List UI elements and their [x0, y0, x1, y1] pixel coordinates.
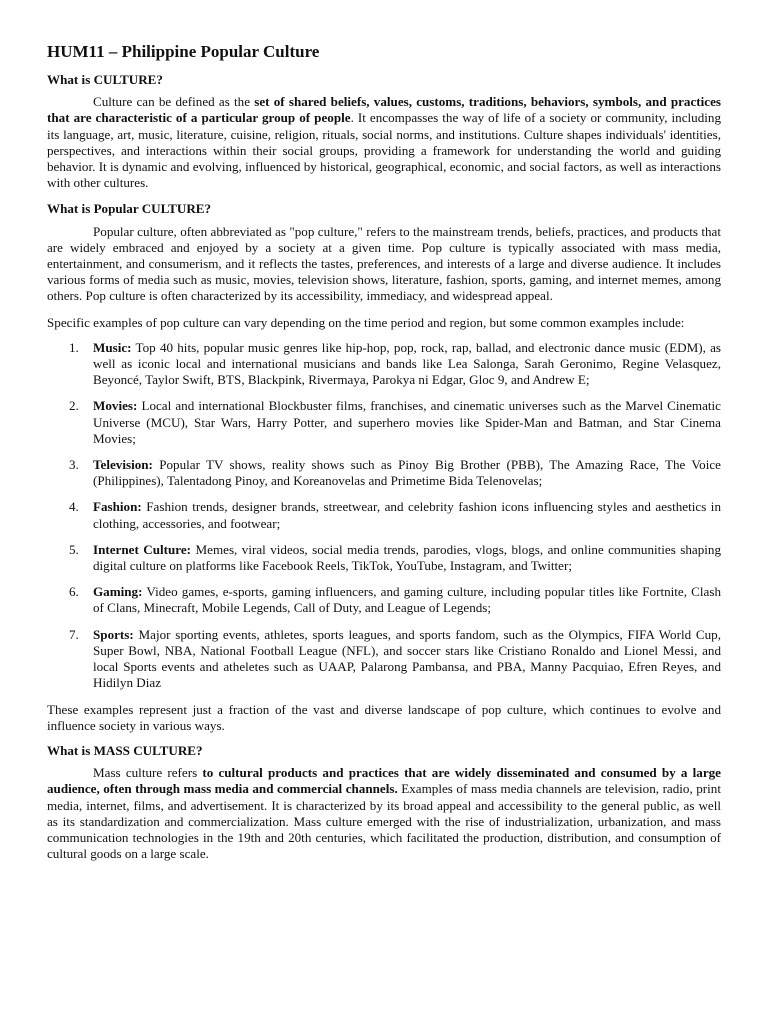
list-item-label: Movies: [93, 398, 138, 414]
list-item [47, 499, 721, 531]
mass-culture-definition-bold: to cultural products and practices that are widely disseminated and consumed by a large audience, often through mass media and commercial channels. [47, 765, 721, 797]
list-item-text: Top 40 hits, popular music genres like hip-hop, pop, rock, rap, ballad, and electronic dance music (EDM), as well as iconic local and international musicians and bands like Lea Salonga, Sarah Geronimo, Regine Velasquez, Beyoncé, Taylor Swift, BTS, Blackpink, Rivermaya, Parokya ni Edgar, Gloc 9, and Andrew E; [93, 339, 721, 388]
list-item-number: 4. [69, 499, 79, 515]
list-item [47, 627, 721, 692]
mass-culture-rest-text: Examples of mass media channels are television, radio, print media, internet, films, and advertisement. It is characterized by its broad appeal and accessibility to the general public, as well as its standardization and commercialization. Mass culture emerged with the rise of industrialization, urbanization, and mass communication technologies in the 19th and 20th centuries, which facilitated the production, distribution, and consumption of cultural goods on a large scale. [47, 781, 721, 862]
list-item-text: Local and international Blockbuster films, franchises, and cinematic universes such as the Marvel Cinematic Universe (MCU), Star Wars, Harry Potter, and superhero movies like Spider-Man and Batman, and Star Cinema Movies; [93, 398, 721, 446]
culture-definition-bold: set of shared beliefs, values, customs, traditions, behaviors, symbols, and practices that are characteristic of a particular group of people [47, 94, 721, 126]
list-item-number: 6. [69, 584, 79, 600]
list-item-label: Fashion: [93, 499, 142, 515]
list-item [47, 457, 721, 489]
list-item-text: Memes, viral videos, social media trends, parodies, vlogs, blogs, and online communities shaping digital culture on platforms like Facebook Reels, TikTok, YouTube, Instagram, and Twitter; [93, 541, 721, 574]
pop-culture-examples-list [47, 340, 721, 692]
list-item-label: Television: [93, 457, 153, 473]
list-item-label: Gaming: [93, 584, 143, 600]
document-title: HUM11 – Philippine Popular Culture [47, 42, 320, 61]
list-item [47, 584, 721, 616]
section-heading-popular-culture: What is Popular CULTURE? [47, 201, 212, 217]
list-item-number: 3. [69, 457, 79, 473]
list-item-number: 1. [69, 339, 79, 355]
list-item-text: Video games, e-sports, gaming influencers, and gaming culture, including popular titles like Fortnite, Clash of Clans, Minecraft, Mobile Legends, Call of Duty, and League of Legends; [93, 584, 721, 616]
culture-rest-text: . It encompasses the way of life of a society or community, including its language, art, music, literature, cuisine, religion, rituals, social norms, and institutions. Culture shapes individuals' identities, perspectives, and interactions within their social groups, providing a framework for understanding the world and guiding behavior. It is dynamic and evolving, influenced by historical, geographical, economic, and social factors, as well as interactions with other cultures. [47, 110, 722, 191]
list-item [47, 542, 721, 574]
culture-paragraph [47, 94, 721, 191]
list-item [47, 340, 721, 389]
list-item-label: Music: [93, 339, 132, 355]
list-item [47, 398, 721, 447]
popular-culture-paragraph: Popular culture, often abbreviated as "pop culture," refers to the mainstream trends, beliefs, practices, and products that are widely embraced and enjoyed by a society at a given time. Pop culture is typically associated with mass media, entertainment, and consumerism, and it reflects the tastes, preferences, and interests of a large and diverse audience. It includes various forms of media such as music, movies, television shows, literature, fashion, sports, gaming, and internet memes, among others. Pop culture is often characterized by its accessibility, immediacy, and widespread appeal. [47, 223, 721, 304]
list-item-label: Sports: [93, 626, 134, 642]
list-item-text: Popular TV shows, reality shows such as Pinoy Big Brother (PBB), The Amazing Race, The Voice (Philippines), Talentadong Pinoy, and Koreanovelas and Primetime Bida Telenovelas; [93, 457, 721, 489]
section-heading-mass-culture: What is MASS CULTURE? [47, 742, 203, 758]
examples-closing-paragraph: These examples represent just a fraction of the vast and diverse landscape of pop culture, which continues to evolve and influence society in various ways. [47, 701, 721, 733]
culture-intro-text: Culture can be defined as the [93, 94, 255, 110]
mass-culture-paragraph [47, 765, 721, 862]
list-item-number: 5. [69, 541, 79, 557]
list-item-text: Major sporting events, athletes, sports leagues, and sports fandom, such as the Olympics, FIFA World Cup, Super Bowl, NBA, National Football League (NFL), and soccer stars like Cristiano Ronaldo and Lionel Messi, and local Sports events and atheletes such as UAAP, Palarong Pambansa, and PBA, Manny Pacquiao, Efren Reyes, and Hidilyn Diaz [93, 626, 721, 691]
list-item-text: Fashion trends, designer brands, streetwear, and celebrity fashion icons influencing styles and aesthetics in clothing, accessories, and footwear; [93, 499, 721, 531]
list-item-number: 2. [69, 398, 79, 414]
list-item-number: 7. [69, 626, 79, 642]
list-item-label: Internet Culture: [93, 541, 192, 557]
section-heading-culture: What is CULTURE? [47, 72, 163, 87]
examples-intro-paragraph: Specific examples of pop culture can vary depending on the time period and region, but some common examples include: [47, 314, 685, 330]
mass-culture-intro-text: Mass culture refers [93, 765, 203, 781]
